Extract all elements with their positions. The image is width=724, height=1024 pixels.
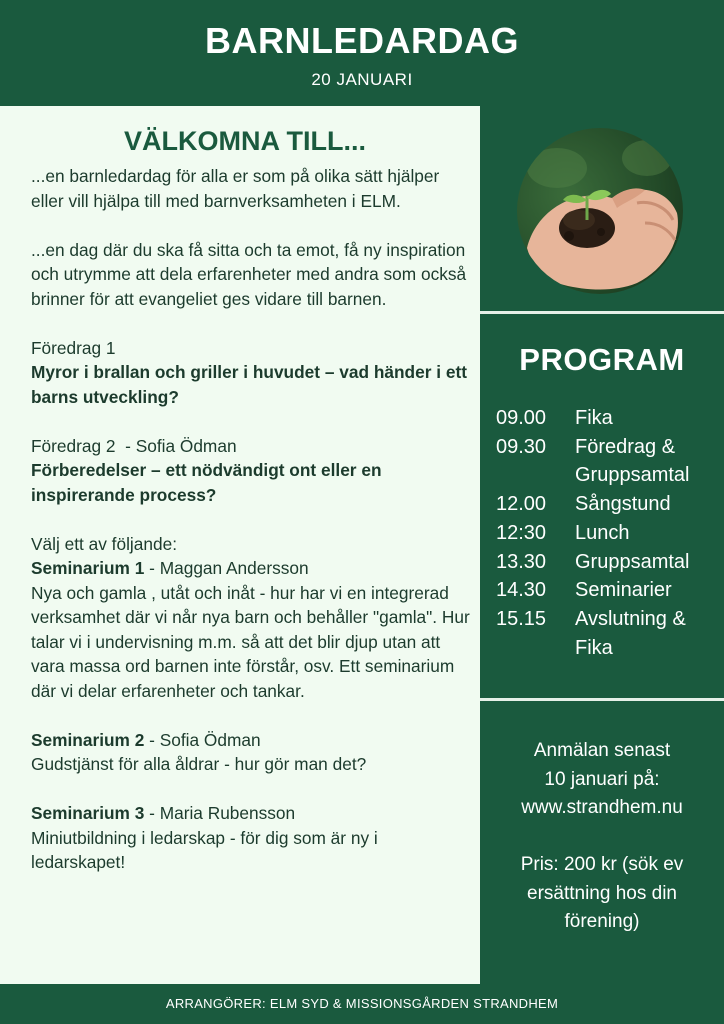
schedule-time: 12.00: [496, 493, 547, 516]
schedule-event: Fika: [575, 407, 613, 429]
event-date: 20 JANUARI: [311, 70, 413, 89]
schedule-row: [496, 519, 724, 548]
seminar-3-name: Seminarium 3: [31, 803, 145, 823]
seminar-2-name: Seminarium 2: [31, 729, 145, 750]
schedule-row: [496, 433, 724, 490]
schedule-time: 13.30: [496, 550, 547, 573]
header-banner: [0, 0, 724, 106]
seminar-1-heading: [31, 556, 471, 581]
lecture-2-title: Förberedelser – ett nödvändigt ont eller en inspirerande process?: [31, 460, 382, 505]
seminar-1-speaker: - Maggan Andersson: [144, 558, 309, 578]
sidebar: [480, 106, 724, 984]
seminar-1-description: Nya och gamla , utåt och inåt - hur har vi en integrerad verksamhet där vi når nya barn och behåller "gamla". Hur talar vi i undervisning m.m. så att det blir djup utan att vara massa ord barnen inte förstår, osv. Ett seminarium där vi delar erfarenheter och tankar.: [31, 582, 470, 701]
schedule-time: 14.30: [496, 579, 547, 602]
seminar-3-speaker: - Maria Rubensson: [144, 803, 296, 823]
schedule-row: [496, 576, 724, 605]
sidebar-divider-2: [480, 698, 724, 701]
lecture-2-label: Föredrag 2 - Sofia Ödman: [31, 435, 237, 456]
schedule-event: Lunch: [575, 521, 630, 544]
seminar-2-heading: [31, 728, 471, 753]
schedule-event: Sångstund: [575, 493, 671, 516]
schedule-row: [496, 404, 724, 433]
seminar-2-speaker: - Sofia Ödman: [144, 729, 261, 750]
event-title: BARNLEDARDAG: [205, 20, 519, 61]
signup-info: [480, 737, 724, 937]
schedule-time: 12:30: [496, 521, 547, 544]
lecture-1-title: Myror i brallan och griller i huvudet – vad händer i ett barns utveckling?: [31, 362, 467, 407]
schedule-event: Seminarier: [575, 579, 672, 602]
footer-organizers: ARRANGÖRER: ELM SYD & MISSIONSGÅRDEN STRANDHEM: [0, 984, 724, 1024]
seminar-2-description: Gudstjänst för alla åldrar - hur gör man det?: [31, 754, 367, 774]
schedule-row: [496, 548, 724, 577]
choose-text: Välj ett av följande:: [31, 533, 178, 554]
body-text: [31, 164, 471, 875]
seedling-photo: [517, 128, 683, 294]
signup-deadline-line-2: 10 januari på:: [544, 768, 660, 790]
schedule-event: Avslutning & Fika: [575, 607, 686, 659]
seminar-1-name: Seminarium 1: [31, 558, 145, 578]
schedule-row: [496, 490, 724, 519]
sidebar-divider-1: [480, 311, 724, 314]
schedule-event: Föredrag & Gruppsamtal: [575, 435, 690, 487]
price-text: Pris: 200 kr (sök ev ersättning hos din förening): [520, 854, 684, 932]
schedule-event: Gruppsamtal: [575, 550, 690, 573]
program-title: PROGRAM: [519, 342, 685, 377]
seminar-3-heading: [31, 801, 471, 826]
signup-link[interactable]: www.strandhem.nu: [521, 797, 683, 818]
schedule-row: [496, 605, 724, 662]
program-schedule: [496, 404, 724, 662]
schedule-time: 15.15: [496, 607, 547, 630]
intro-paragraph-2: ...en dag där du ska få sitta och ta emot, få ny inspiration och utrymme att dela erfarenheter med andra som också brinner för att evangeliet ges vidare till barnen.: [31, 239, 467, 309]
intro-paragraph-1: ...en barnledardag för alla er som på olika sätt hjälper eller vill hjälpa till med barnverksamheten i ELM.: [31, 166, 440, 211]
main-content: [0, 106, 480, 984]
schedule-time: 09.00: [496, 407, 547, 429]
hand-holding-seedling-icon: [517, 128, 683, 294]
welcome-heading: VÄLKOMNA TILL...: [124, 126, 366, 156]
seminar-3-description: Miniutbildning i ledarskap - för dig som är ny i ledarskapet!: [31, 827, 378, 872]
schedule-time: 09.30: [496, 435, 547, 458]
lecture-1-label: Föredrag 1: [31, 337, 116, 358]
signup-deadline-line-1: Anmälan senast: [533, 740, 671, 761]
